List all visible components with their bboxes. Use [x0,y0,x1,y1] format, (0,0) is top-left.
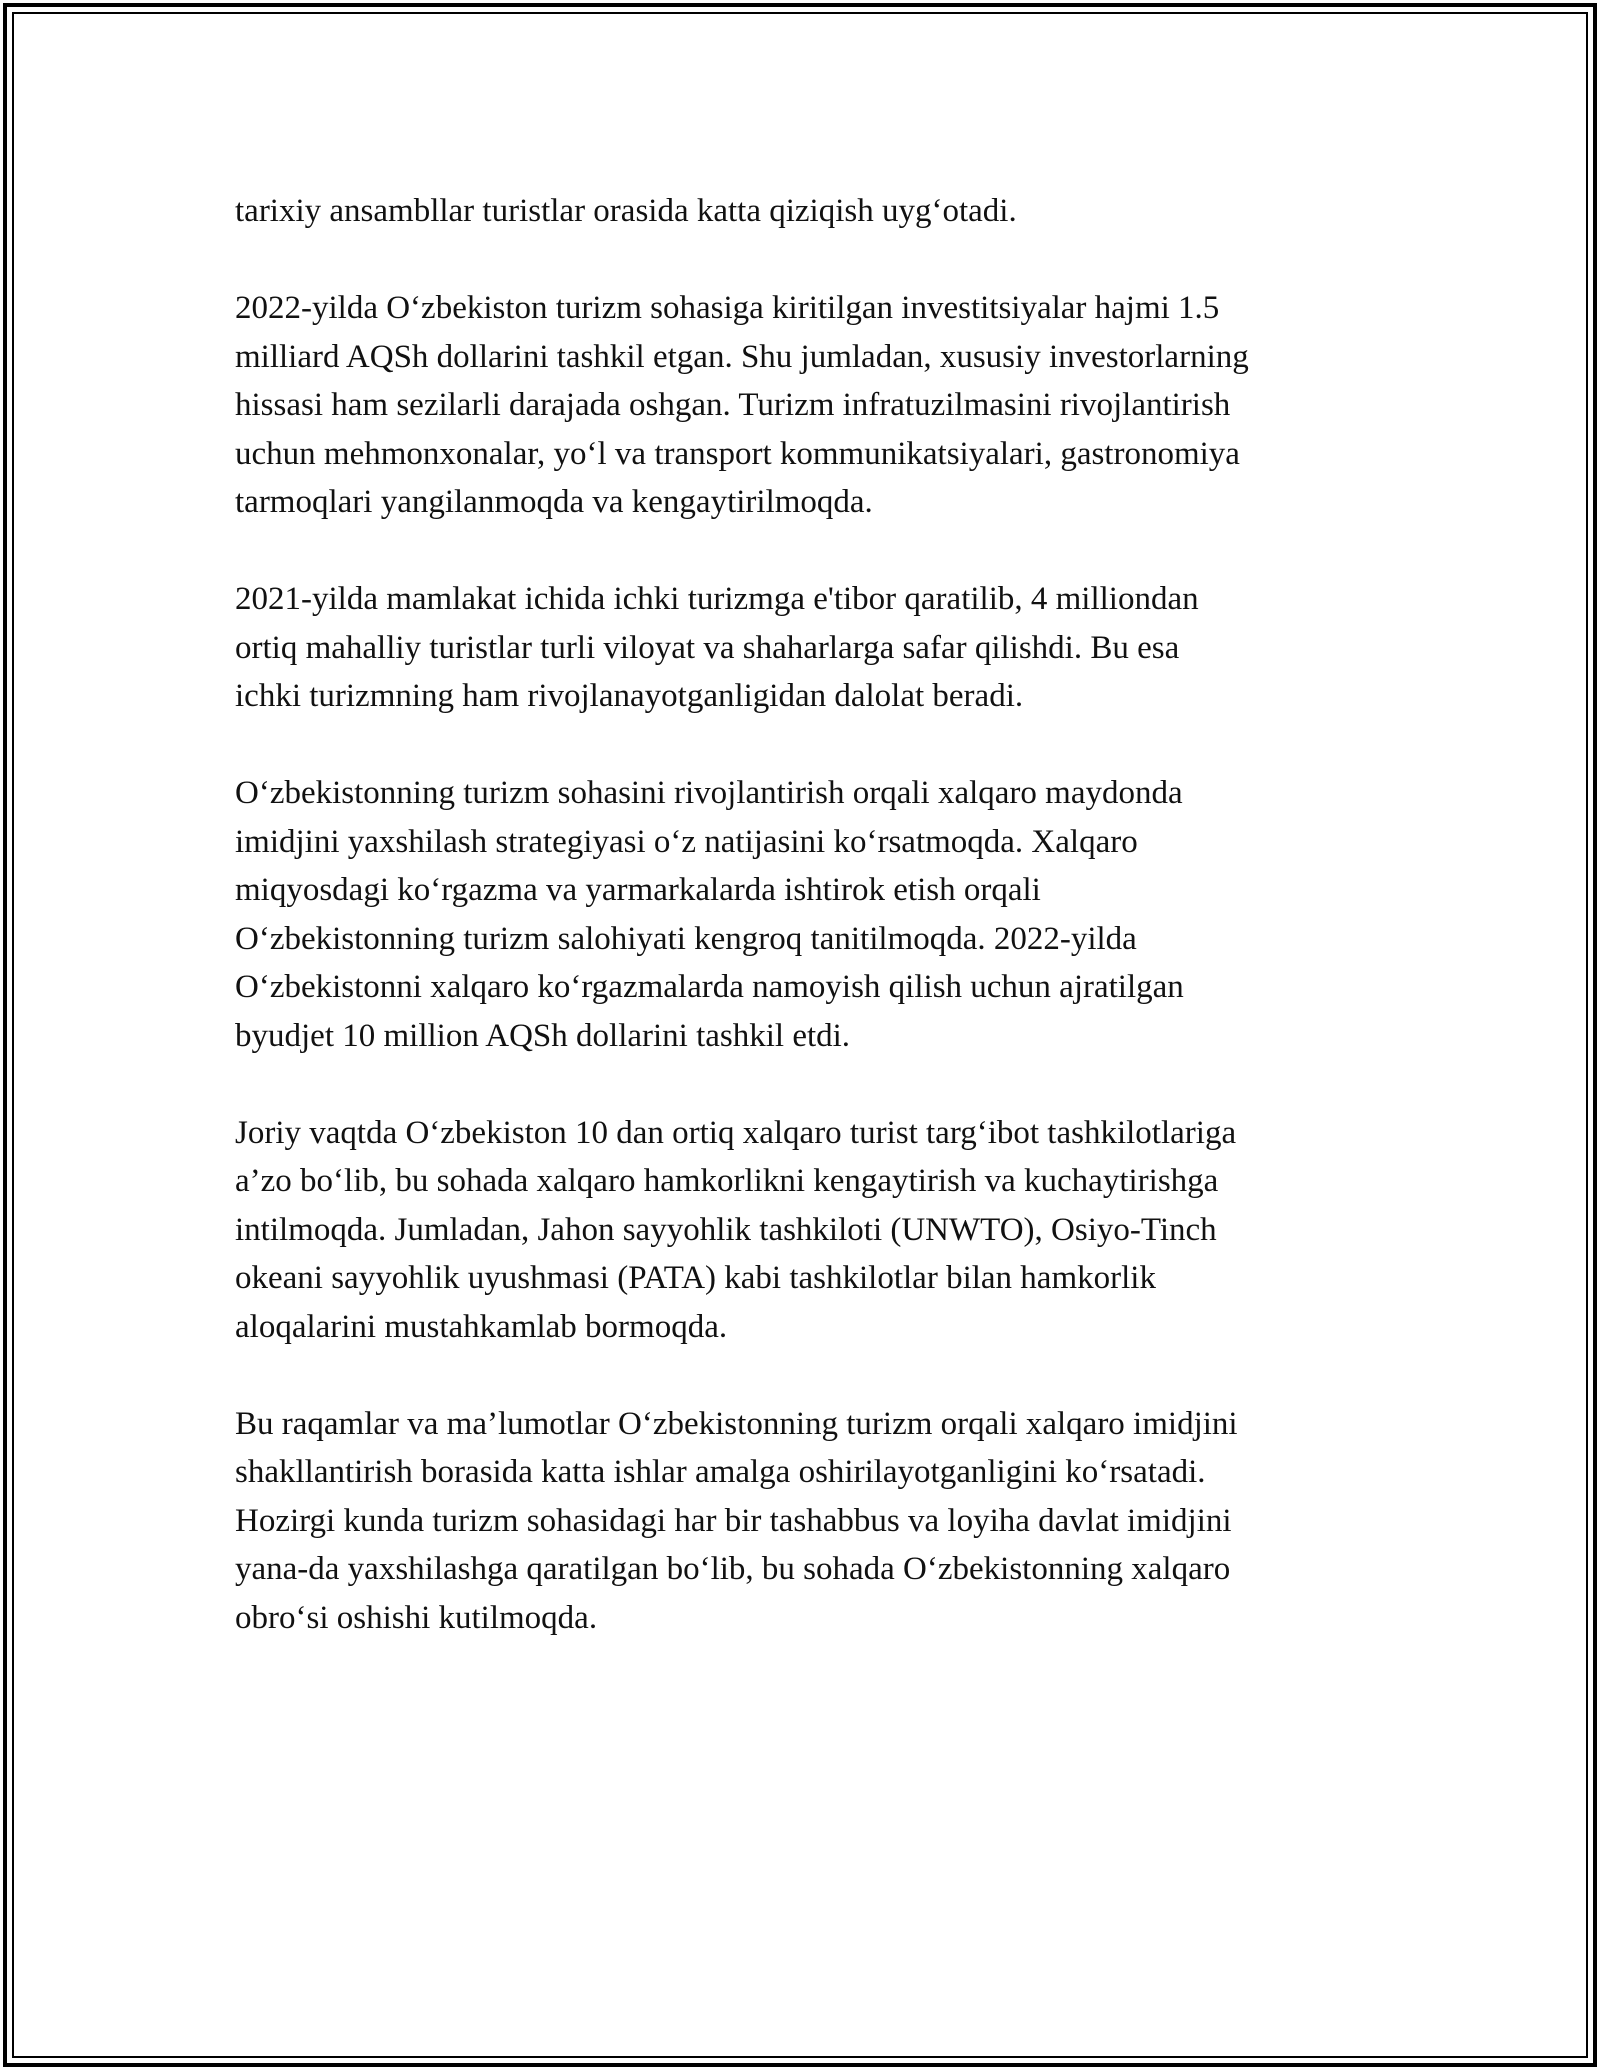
text-line: uchun mehmonxonalar, yo‘l va transport kommunikatsiyalari, gastronomiya [235,435,1240,472]
text-line: okeani sayyohlik uyushmasi (PATA) kabi tashkilotlar bilan hamkorlik [235,1260,1156,1296]
text-line: tarixiy ansambllar turistlar orasida katta qiziqish uyg‘otadi. [235,193,1017,229]
text-line: Hozirgi kunda turizm sohasidagi har bir tashabbus va loyiha davlat imidjini [235,1502,1232,1539]
text-line: 2022-yilda O‘zbekiston turizm sohasiga kiritilgan investitsiyalar hajmi 1.5 [235,290,1220,326]
text-line: a’zo bo‘lib, bu sohada xalqaro hamkorlikni kengaytirish va kuchaytirishga [235,1163,1219,1199]
text-line: shakllantirish borasida katta ishlar amalga oshirilayotganligini ko‘rsatadi. [235,1454,1206,1490]
text-line: miqyosdagi ko‘rgazma va yarmarkalarda ishtirok etish orqali [235,872,1041,908]
paragraph [235,1400,1370,1643]
text-line: milliard AQSh dollarini tashkil etgan. Shu jumladan, xususiy investorlarning [235,338,1249,375]
paragraph [235,769,1370,1060]
text-line: ortiq mahalliy turistlar turli viloyat va shaharlarga safar qilishdi. Bu esa [235,629,1180,666]
paragraph [235,284,1370,527]
paragraph [235,575,1370,721]
text-line: 2021-yilda mamlakat ichida ichki turizmga e'tibor qaratilib, 4 milliondan [235,581,1199,617]
text-line: byudjet 10 million AQSh dollarini tashkil etdi. [235,1017,851,1054]
paragraph [235,1109,1370,1352]
paragraph [235,187,1370,236]
text-line: ichki turizmning ham rivojlanayotganligidan dalolat beradi. [235,678,1024,714]
text-line: yana-da yaxshilashga qaratilgan bo‘lib, bu sohada O‘zbekistonning xalqaro [235,1551,1231,1587]
text-line: imidjini yaxshilash strategiyasi o‘z natijasini ko‘rsatmoqda. Xalqaro [235,823,1138,860]
text-line: intilmoqda. Jumladan, Jahon sayyohlik tashkiloti (UNWTO), Osiyo-Tinch [235,1211,1217,1248]
text-line: obro‘si oshishi kutilmoqda. [235,1599,598,1636]
document-body [235,187,1370,1691]
text-line: aloqalarini mustahkamlab bormoqda. [235,1308,728,1345]
text-line: hissasi ham sezilarli darajada oshgan. Turizm infratuzilmasini rivojlantirish [235,387,1231,423]
text-line: O‘zbekistonning turizm salohiyati kengroq tanitilmoqda. 2022-yilda [235,920,1137,957]
text-line: Joriy vaqtda O‘zbekiston 10 dan ortiq xalqaro turist targ‘ibot tashkilotlariga [235,1114,1237,1151]
text-line: O‘zbekistonning turizm sohasini rivojlantirish orqali xalqaro maydonda [235,775,1183,811]
text-line: tarmoqlari yangilanmoqda va kengaytirilmoqda. [235,484,873,520]
text-line: Bu raqamlar va ma’lumotlar O‘zbekistonning turizm orqali xalqaro imidjini [235,1405,1238,1442]
text-line: O‘zbekistonni xalqaro ko‘rgazmalarda namoyish qilish uchun ajratilgan [235,969,1184,1005]
